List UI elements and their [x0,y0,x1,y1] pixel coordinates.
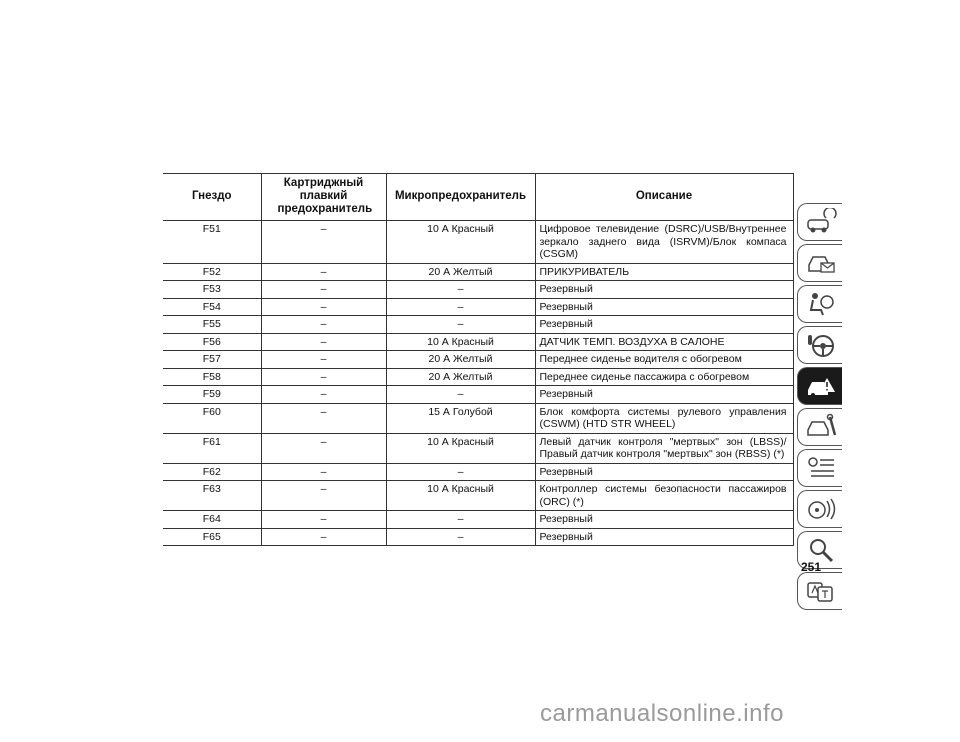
cartridge-fuse-cell: – [261,528,386,546]
table-row [163,528,793,546]
table-row [163,263,793,281]
cartridge-fuse-cell: – [261,403,386,433]
table-row [163,403,793,433]
watermark: carmanualsonline.info [540,700,784,727]
description-cell: Резервный [535,281,793,299]
cartridge-fuse-cell: – [261,298,386,316]
cartridge-fuse-cell: – [261,386,386,404]
description-cell: Левый датчик контроля "мертвых" зон (LBSS)/ Правый датчик контроля "мертвых" зон (RBSS) (*) [535,433,793,463]
chapter-tab-8[interactable] [797,490,842,528]
table-row [163,333,793,351]
socket-cell: F65 [163,528,261,546]
description-cell: Резервный [535,528,793,546]
cartridge-fuse-cell: – [261,263,386,281]
socket-cell: F62 [163,463,261,481]
cartridge-fuse-cell: – [261,511,386,529]
description-cell: Резервный [535,463,793,481]
description-cell: Резервный [535,298,793,316]
chapter-tabs [797,203,842,613]
table-row [163,511,793,529]
micro-fuse-cell: 10 А Красный [386,333,535,351]
micro-fuse-cell: 15 А Голубой [386,403,535,433]
header-description: Описание [535,174,793,221]
table-row [163,351,793,369]
chapter-tab-1[interactable] [797,203,842,241]
socket-cell: F58 [163,368,261,386]
micro-fuse-cell: 20 А Желтый [386,368,535,386]
description-cell: Переднее сиденье пассажира с обогревом [535,368,793,386]
micro-fuse-cell: – [386,298,535,316]
socket-cell: F61 [163,433,261,463]
micro-fuse-cell: – [386,511,535,529]
cartridge-fuse-cell: – [261,433,386,463]
chapter-tab-6[interactable] [797,408,842,446]
table-row [163,281,793,299]
header-micro-fuse: Микропредохранитель [386,174,535,221]
micro-fuse-cell: 20 А Желтый [386,263,535,281]
micro-fuse-cell: 10 А Красный [386,481,535,511]
socket-cell: F53 [163,281,261,299]
chapter-tab-4[interactable] [797,326,842,364]
chapter-tab-3[interactable] [797,285,842,323]
micro-fuse-cell: 20 А Желтый [386,351,535,369]
socket-cell: F51 [163,221,261,264]
description-cell: Резервный [535,316,793,334]
table-header-row [163,174,793,221]
micro-fuse-cell: – [386,281,535,299]
page-number: 251 [800,560,822,574]
socket-cell: F55 [163,316,261,334]
table-row [163,316,793,334]
description-cell: Блок комфорта системы рулевого управления (CSWM) (HTD STR WHEEL) [535,403,793,433]
header-cartridge-fuse: Картриджный плавкий предохранитель [261,174,386,221]
micro-fuse-cell: 10 А Красный [386,433,535,463]
cartridge-fuse-cell: – [261,481,386,511]
cartridge-fuse-cell: – [261,281,386,299]
micro-fuse-cell: – [386,528,535,546]
description-cell: Цифровое телевидение (DSRC)/USB/Внутреннее зеркало заднего вида (ISRVM)/Блок компаса (CSGM) [535,221,793,264]
cartridge-fuse-cell: – [261,368,386,386]
cartridge-fuse-cell: – [261,463,386,481]
table-row [163,221,793,264]
fuse-table [163,173,794,546]
table-row [163,481,793,511]
micro-fuse-cell: – [386,316,535,334]
description-cell: Переднее сиденье водителя с обогревом [535,351,793,369]
micro-fuse-cell: 10 А Красный [386,221,535,264]
socket-cell: F52 [163,263,261,281]
description-cell: ПРИКУРИВАТЕЛЬ [535,263,793,281]
header-socket: Гнездо [163,174,261,221]
description-cell: Контроллер системы безопасности пассажиров (ORC) (*) [535,481,793,511]
table-row [163,386,793,404]
socket-cell: F59 [163,386,261,404]
cartridge-fuse-cell: – [261,316,386,334]
chapter-tab-7[interactable] [797,449,842,487]
description-cell: Резервный [535,386,793,404]
socket-cell: F56 [163,333,261,351]
description-cell: ДАТЧИК ТЕМП. ВОЗДУХА В САЛОНЕ [535,333,793,351]
table-row [163,298,793,316]
chapter-tab-10[interactable] [797,572,842,610]
socket-cell: F54 [163,298,261,316]
table-row [163,463,793,481]
cartridge-fuse-cell: – [261,351,386,369]
table-row [163,368,793,386]
cartridge-fuse-cell: – [261,333,386,351]
socket-cell: F57 [163,351,261,369]
description-cell: Резервный [535,511,793,529]
cartridge-fuse-cell: – [261,221,386,264]
socket-cell: F63 [163,481,261,511]
socket-cell: F60 [163,403,261,433]
chapter-tab-5[interactable] [797,367,842,405]
micro-fuse-cell: – [386,463,535,481]
chapter-tab-2[interactable] [797,244,842,282]
socket-cell: F64 [163,511,261,529]
micro-fuse-cell: – [386,386,535,404]
table-row [163,433,793,463]
